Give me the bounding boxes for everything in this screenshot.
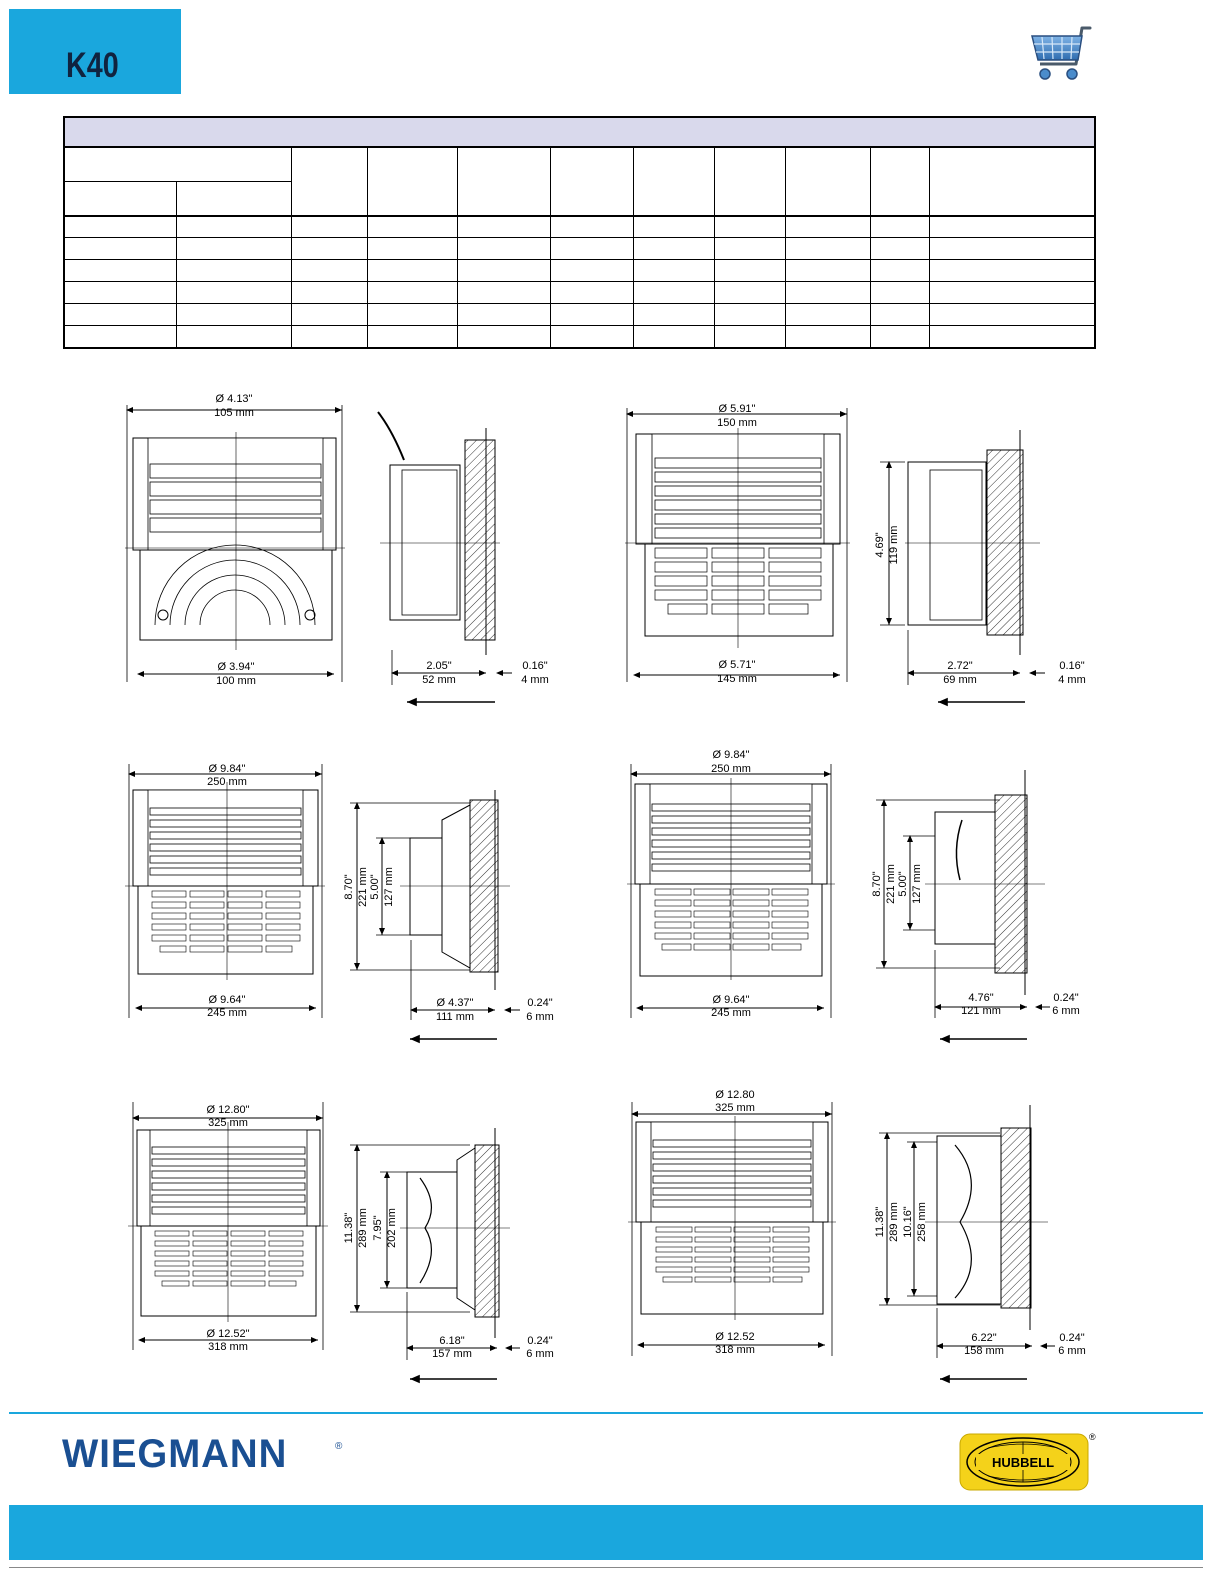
d4-depth-mm: 121 mm (961, 1005, 1001, 1017)
d5-top-in: Ø 12.80" (206, 1104, 250, 1116)
d2-height-in: 4.69" (874, 532, 886, 558)
drawing-1-front (125, 393, 345, 687)
d6-height-in: 11.38" (874, 1206, 886, 1238)
drawing-2-front (625, 403, 850, 685)
d1-bottom-mm: 100 mm (216, 675, 256, 687)
d3-bottom-mm: 245 mm (207, 1007, 247, 1019)
d3-flange-in: 0.24" (527, 997, 553, 1009)
d5-height-mm: 289 mm (357, 1208, 369, 1248)
d3-height-in: 8.70" (343, 874, 355, 900)
drawing-4-front (627, 749, 835, 1019)
d2-flange-mm: 4 mm (1058, 674, 1086, 686)
d2-depth-mm: 69 mm (943, 674, 977, 686)
table-grid (0, 0, 1225, 360)
d2-top-in: Ø 5.91" (718, 403, 756, 415)
drawing-5-side (343, 1128, 554, 1379)
drawing-3-front (125, 763, 325, 1019)
d3-top-mm: 250 mm (207, 776, 247, 788)
d3-inner-in: 5.00" (369, 874, 381, 900)
d4-depth-in: 4.76" (968, 992, 994, 1004)
d6-height-mm: 289 mm (888, 1202, 900, 1242)
d2-top-mm: 150 mm (717, 417, 757, 429)
drawing-4-side (871, 770, 1080, 1039)
d1-flange-in: 0.16" (522, 660, 548, 672)
d5-depth-mm: 157 mm (432, 1348, 472, 1360)
d4-inner-in: 5.00" (897, 871, 909, 897)
d6-top-mm: 325 mm (715, 1102, 755, 1114)
drawing-6-front (628, 1089, 836, 1356)
technical-drawings (0, 380, 1225, 1400)
d5-bottom-mm: 318 mm (208, 1341, 248, 1353)
d2-bottom-mm: 145 mm (717, 673, 757, 685)
d3-flange-mm: 6 mm (526, 1011, 554, 1023)
d5-flange-in: 0.24" (527, 1335, 553, 1347)
drawing-3-side (343, 790, 554, 1039)
wiegmann-logo: WIEGMANN (62, 1432, 288, 1476)
d6-flange-mm: 6 mm (1058, 1345, 1086, 1357)
hubbell-logo (958, 1430, 1096, 1492)
drawing-2-side (874, 430, 1086, 702)
d5-depth-in: 6.18" (439, 1335, 465, 1347)
d6-top-in: Ø 12.80 (715, 1089, 755, 1101)
d2-flange-in: 0.16" (1059, 660, 1085, 672)
d1-top-mm: 105 mm (214, 407, 254, 419)
d1-top-in: Ø 4.13" (215, 393, 253, 405)
d4-height-mm: 221 mm (885, 864, 897, 904)
d3-top-in: Ø 9.84" (208, 763, 246, 775)
d2-depth-in: 2.72" (947, 660, 973, 672)
d4-bottom-mm: 245 mm (711, 1007, 751, 1019)
d4-bottom-in: Ø 9.64" (712, 994, 750, 1006)
bottom-rule (9, 1567, 1203, 1568)
footer-band (9, 1505, 1203, 1560)
d4-top-in: Ø 9.84" (712, 749, 750, 761)
drawing-6-side (874, 1105, 1086, 1379)
d3-depth-in: Ø 4.37" (436, 997, 474, 1009)
d3-bottom-in: Ø 9.64" (208, 994, 246, 1006)
d6-flange-in: 0.24" (1059, 1332, 1085, 1344)
d3-depth-mm: 111 mm (435, 1011, 475, 1023)
d4-flange-in: 0.24" (1053, 992, 1079, 1004)
d5-inner-in: 7.95" (372, 1215, 384, 1241)
hubbell-logo-text: HUBBELL (991, 1455, 1055, 1470)
drawing-1-side (378, 412, 549, 702)
d1-flange-mm: 4 mm (521, 674, 549, 686)
d4-top-mm: 250 mm (711, 763, 751, 775)
d5-top-mm: 325 mm (208, 1117, 248, 1129)
d6-inner-in: 10.16" (902, 1206, 914, 1238)
d1-bottom-in: Ø 3.94" (217, 661, 255, 673)
footer-rule (9, 1412, 1203, 1414)
d5-height-in: 11.38" (343, 1212, 355, 1244)
d2-height-mm: 119 mm (888, 525, 900, 565)
d5-bottom-in: Ø 12.52" (206, 1328, 250, 1340)
d4-height-in: 8.70" (871, 871, 883, 897)
d3-inner-mm: 127 mm (383, 867, 395, 907)
d5-inner-mm: 202 mm (386, 1208, 398, 1248)
d2-bottom-in: Ø 5.71" (718, 659, 756, 671)
d4-inner-mm: 127 mm (911, 864, 923, 904)
d6-depth-in: 6.22" (971, 1332, 997, 1344)
d5-flange-mm: 6 mm (526, 1348, 554, 1360)
d3-height-mm: 221 mm (357, 867, 369, 907)
d6-bottom-mm: 318 mm (715, 1344, 755, 1356)
wiegmann-registered-mark: ® (335, 1441, 343, 1452)
page-title: K40 (66, 46, 119, 85)
d6-depth-mm: 158 mm (964, 1345, 1004, 1357)
d1-depth-mm: 52 mm (422, 674, 456, 686)
d4-flange-mm: 6 mm (1052, 1005, 1080, 1017)
d6-inner-mm: 258 mm (916, 1202, 928, 1242)
d6-bottom-in: Ø 12.52 (715, 1331, 755, 1343)
d1-depth-in: 2.05" (426, 660, 452, 672)
drawing-5-front (128, 1102, 328, 1353)
hubbell-registered-mark: ® (1089, 1432, 1096, 1442)
